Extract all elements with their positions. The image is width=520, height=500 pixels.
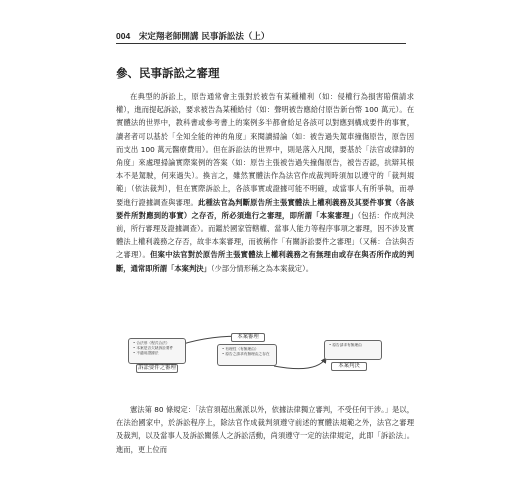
label-merits-judgment: 本案判決 <box>331 362 367 371</box>
arrow-center-to-right <box>274 358 326 369</box>
section-title: 參、民事訴訟之審理 <box>116 66 220 80</box>
box-merits-judgment <box>324 340 382 360</box>
paragraph <box>116 90 414 275</box>
procedural-item-3: • 不適用證據法 <box>133 351 159 355</box>
box-procedural-review <box>128 338 186 364</box>
merits-item-2: • 原告之請求有無理由之存在 <box>222 352 270 356</box>
process-diagram <box>116 330 414 390</box>
emphasis-text-2: 但案中法官對於原告所主張實體法上權利義務之有無理由或存在與否所作成的判斷，通常即所謂「本案判決」 <box>116 250 414 273</box>
paragraph-text-1: 在典型的訴訟上，原告通常會主張對於被告有某種權利（如：侵權行為損害賠償請求權），進而提起訴訟，要求被告為某種給付（如：聲明被告應給付原告新台幣 100 萬元）。在實體法的世界中，教科書或參考書上的案例多半都會給足各該可以對應到構成要件的事實，讀者者可以基於「全知全能的神的角度」來閱讀掃論（如：被告過失駕車撞傷原告，原告因而支出 100 萬元醫療費用）。但在訴訟法的世界中，則是落入凡間，要基於「法官或律師的角度」來處理掃論實際案例的答案（如：原告主張被告過失撞傷原告，被告否認，抗辯其根本不是駕駛，何來過失）。換言之，雖然實體法作為法官作成裁判時須加以遵守的「裁判規範」（依法裁判），但在實際訴訟上，各該事實或證據可能不明確，或當事人有所爭執，而尋要進行證據調查與審理。 <box>116 92 414 207</box>
emphasis-text-1: 此種法官為判斷原告所主張實體法上權利義務及其要件事實（各該要件所對應到的事實）之存否，所必須進行之審理，即所謂「本案審理」 <box>116 197 415 220</box>
paragraph-text-3: （少部分情形稱之為本案裁定）。 <box>210 263 314 273</box>
page-number: 004 <box>116 31 131 41</box>
judgment-item-1: • 原告請求有無理由 <box>329 343 362 347</box>
header-rule <box>116 43 406 44</box>
running-header <box>116 30 269 42</box>
merits-item-1: • 有理性（有無理由） <box>222 347 259 351</box>
procedural-item-2: • 本案是否欠缺訴訟要件 <box>133 346 174 350</box>
closing-text: 憲法第 80 條規定：「法官須超出黨派以外，依據法律獨立審判，不受任何干涉。」是以，在法治國家中，於訴訟程序上，除法官作成裁判須遵守前述的實體法規範之外，法官之審理及裁判，以及當事人及訴訟關係人之訴訟活動，尚須遵守一定的法律規定，此即「訴訟法」。進而，更上位而 <box>116 405 414 454</box>
closing-paragraph <box>116 403 414 456</box>
procedural-item-1: • 合法形（程式合法） <box>133 341 170 345</box>
box-merits-review <box>217 344 277 366</box>
book-title: 宋定翔老師開講 民事訴訟法（上） <box>138 32 270 42</box>
paragraph-text-2: （包括：作成判決前，所行審理及證據調查）。而鑑於國家管轄權、當事人能力等程序事項之審理，因不涉及實體法上權利義務之存否，故非本案審理，而被稱作「有關訴訟要件之審理」（又稱：合法與否之審理）。 <box>116 210 414 260</box>
label-merits-review: 本案審理 <box>231 333 265 342</box>
label-procedural-review: 訴訟要件之審理 <box>136 364 178 373</box>
body-text <box>116 90 414 275</box>
